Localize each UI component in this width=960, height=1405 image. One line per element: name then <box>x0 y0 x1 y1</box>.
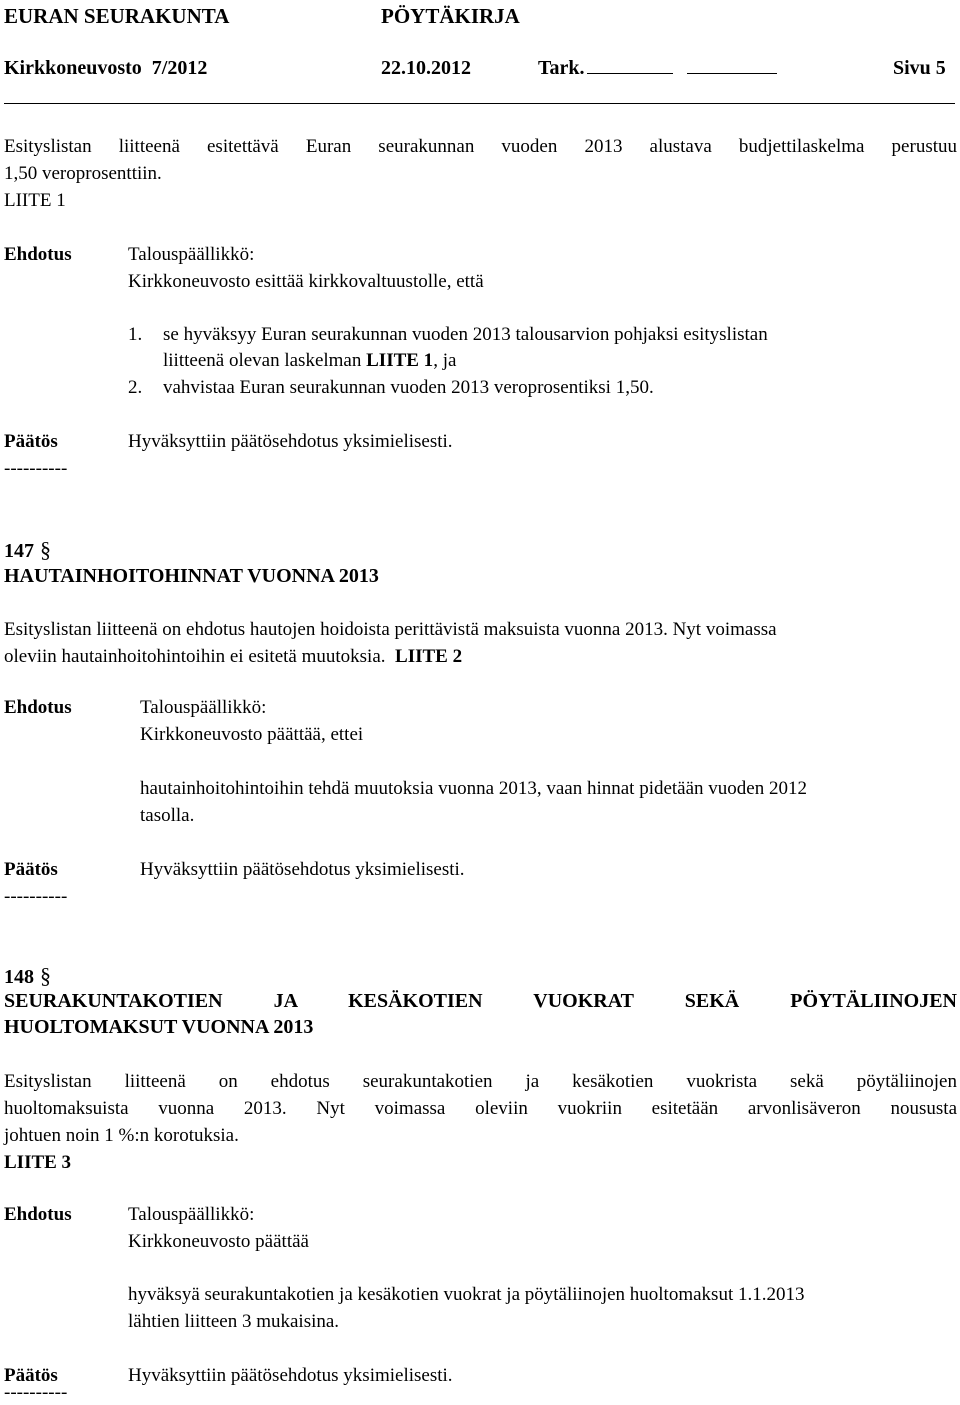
budget-item-2-text: vahvistaa Euran seurakunnan vuoden 2013 veroprosentiksi 1,50. <box>163 377 654 398</box>
meeting-id: Kirkkoneuvosto 7/2012 <box>4 57 208 79</box>
s148-proposal-lead: Kirkkoneuvosto päättää <box>128 1231 309 1252</box>
section-147-title: HAUTAINHOITOHINNAT VUONNA 2013 <box>4 565 379 587</box>
page-number: Sivu 5 <box>893 57 946 79</box>
s147-intro-text: oleviin hautainhoitohintoihin ei esitetä muutoksia. <box>4 646 386 667</box>
section-147-number <box>4 536 51 565</box>
budget-item-1-number: 1. <box>128 324 143 345</box>
budget-intro-line-2: 1,50 veroprosenttiin. <box>4 163 162 184</box>
budget-proposal-author: Talouspäällikkö: <box>128 244 255 265</box>
s147-intro-line-2 <box>4 643 462 670</box>
budget-item-2-number: 2. <box>128 377 143 398</box>
budget-item-1-text: se hyväksyy Euran seurakunnan vuoden 2013 talousarvion pohjaksi esityslistan <box>163 324 768 345</box>
s148-attachment: LIITE 3 <box>4 1152 72 1173</box>
budget-decision-text: Hyväksyttiin päätösehdotus yksimielisesti. <box>128 431 453 452</box>
s147-attachment: LIITE 2 <box>395 646 463 667</box>
section-148-title-line-1: SEURAKUNTAKOTIEN JA KESÄKOTIEN VUOKRAT SEKÄ PÖYTÄLIINOJEN <box>4 990 957 1012</box>
budget-separator: ---------- <box>4 458 68 479</box>
s147-intro-line-1: Esityslistan liitteenä on ehdotus hautojen hoidoista perittävistä maksuista vuonna 2013. Nyt voimassa <box>4 619 777 640</box>
document-type: PÖYTÄKIRJA <box>381 4 520 28</box>
s147-proposal-body-1: hautainhoitohintoihin tehdä muutoksia vuonna 2013, vaan hinnat pidetään vuoden 2012 <box>140 778 807 799</box>
s148-proposal-body-2: lähtien liitteen 3 mukaisina. <box>128 1311 340 1332</box>
checked-field <box>538 55 777 82</box>
budget-item-1-cont-text: liitteenä olevan laskelman <box>163 350 367 371</box>
s148-decision-label: Päätös <box>4 1365 58 1386</box>
checked-blank-2 <box>687 57 777 74</box>
s147-proposal-lead: Kirkkoneuvosto päättää, ettei <box>140 724 364 745</box>
s148-decision-text: Hyväksyttiin päätösehdotus yksimielisesti. <box>128 1365 453 1386</box>
section-148-number <box>4 962 51 991</box>
budget-proposal-lead: Kirkkoneuvosto esittää kirkkovaltuustolle, että <box>128 271 484 292</box>
s147-proposal-body-2: tasolla. <box>140 805 195 826</box>
s147-decision-label: Päätös <box>4 859 58 880</box>
budget-item-1-continuation <box>163 347 456 374</box>
s148-intro-line-2: huoltomaksuista vuonna 2013. Nyt voimassa oleviin vuokriin esitetään arvonlisäveron noususta <box>4 1098 957 1119</box>
budget-intro-line-1: Esityslistan liitteenä esitettävä Euran seurakunnan vuoden 2013 alustava budjettilaskelma perustuu <box>4 136 957 157</box>
section-148-num: 148 <box>4 966 34 988</box>
s147-proposal-label: Ehdotus <box>4 697 72 718</box>
meeting-date: 22.10.2012 <box>381 57 471 79</box>
s147-proposal-author: Talouspäällikkö: <box>140 697 267 718</box>
budget-proposal-label: Ehdotus <box>4 244 72 265</box>
section-147-num: 147 <box>4 540 34 562</box>
s148-intro-line-1: Esityslistan liitteenä on ehdotus seurakuntakotien ja kesäkotien vuokrista sekä pöytäliinojen <box>4 1071 957 1092</box>
s148-intro-line-3: johtuen noin 1 %:n korotuksia. <box>4 1125 239 1146</box>
org-name: EURAN SEURAKUNTA <box>4 4 230 28</box>
s148-proposal-label: Ehdotus <box>4 1204 72 1225</box>
s148-separator: ---------- <box>4 1382 68 1403</box>
s147-decision-text: Hyväksyttiin päätösehdotus yksimielisesti. <box>140 859 465 880</box>
checked-blank-1 <box>587 57 673 74</box>
section-148-title-line-2: HUOLTOMAKSUT VUONNA 2013 <box>4 1016 314 1038</box>
s148-proposal-author: Talouspäällikkö: <box>128 1204 255 1225</box>
budget-item-1-attachment-ref: LIITE 1 <box>366 350 434 371</box>
checked-label: Tark. <box>538 57 585 79</box>
header-rule <box>4 103 955 104</box>
s148-proposal-body-1: hyväksyä seurakuntakotien ja kesäkotien vuokrat ja pöytäliinojen huoltomaksut 1.1.2013 <box>128 1284 805 1305</box>
section-sign-icon: § <box>40 537 51 562</box>
s147-separator: ---------- <box>4 886 68 907</box>
section-sign-icon: § <box>40 963 51 988</box>
budget-item-1-cont-end: , ja <box>433 350 457 371</box>
budget-attachment: LIITE 1 <box>4 190 66 211</box>
budget-decision-label: Päätös <box>4 431 58 452</box>
